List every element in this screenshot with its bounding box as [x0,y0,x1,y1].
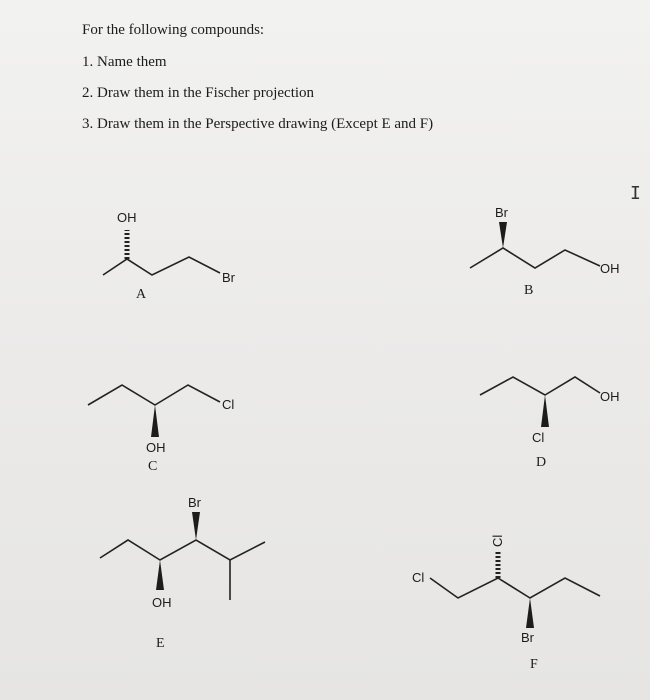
compound-f-cl-top: Cl [490,534,505,547]
compound-e-br: Br [188,495,201,510]
compound-c-cl: Cl [222,397,235,412]
compound-b-label: B [524,283,534,298]
compound-d-label: D [536,455,547,470]
instruction-item: 3. Draw them in the Perspective drawing (Except E and F) [82,116,434,132]
instruction-item: 1. Name them [82,54,167,70]
compound-f-cl-left: Cl [412,570,425,585]
compound-e-oh: OH [152,595,172,610]
compound-c-structure [88,385,220,405]
compound-c-label: C [148,459,158,474]
compound-c-wedge [151,405,159,437]
compound-d-wedge [541,395,549,427]
compound-e-label: E [156,636,165,651]
compound-f-structure [430,550,600,598]
compound-d-oh: OH [600,389,620,404]
text-cursor-icon: I [630,183,641,204]
compound-a-br: Br [222,270,235,285]
compound-e-structure [100,540,265,600]
compound-a-label: A [136,287,147,302]
compound-e-wedge-br [192,512,200,540]
compound-b-br: Br [495,205,508,220]
compound-f-br: Br [521,630,534,645]
instruction-item: 2. Draw them in the Fischer projection [82,85,315,101]
instructions-heading: For the following compounds: [82,22,265,38]
compound-f-wedge [526,598,534,628]
compound-a-structure [103,230,220,275]
compound-e-wedge-oh [156,560,164,590]
compound-a-oh: OH [117,210,137,225]
compound-d-structure [480,377,600,395]
compound-c-oh: OH [146,440,166,455]
compound-b-structure [470,248,600,268]
compound-d-cl: Cl [532,430,545,445]
compound-b-oh: OH [600,261,620,276]
compound-f-label: F [530,657,538,672]
compound-b-wedge [499,222,507,248]
